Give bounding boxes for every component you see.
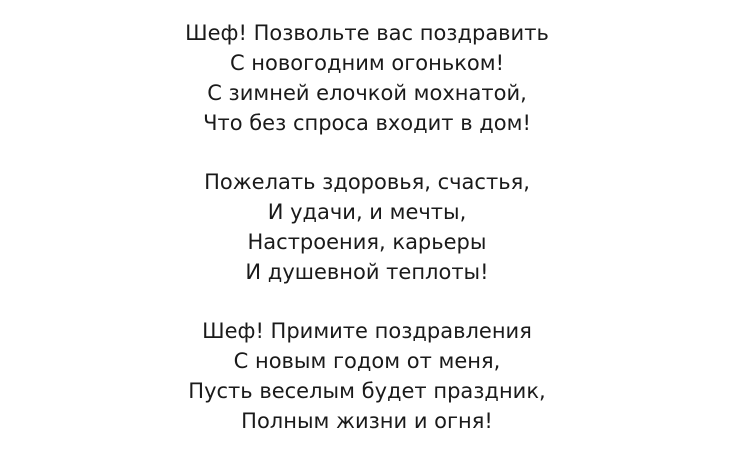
poem-line: И душевной теплоты!	[245, 260, 489, 284]
poem-line: С новым годом от меня,	[233, 349, 501, 373]
poem-line: С зимней елочкой мохнатой,	[207, 81, 527, 105]
poem-line: Пусть веселым будет праздник,	[188, 379, 546, 403]
poem-line: Настроения, карьеры	[247, 230, 487, 254]
poem-line: Полным жизни и огня!	[241, 409, 493, 433]
poem-stanza	[204, 167, 530, 287]
poem-line: Что без спроса входит в дом!	[203, 111, 531, 135]
poem-stanza	[188, 316, 545, 436]
poem-line: Пожелать здоровья, счастья,	[204, 170, 530, 194]
poem-line: И удачи, и мечты,	[267, 200, 467, 224]
poem-line: Шеф! Примите поздравления	[202, 319, 532, 343]
poem-line: С новогодним огоньком!	[229, 51, 505, 75]
poem-line: Шеф! Позвольте вас поздравить	[185, 21, 549, 45]
poem-stanza	[185, 18, 549, 138]
